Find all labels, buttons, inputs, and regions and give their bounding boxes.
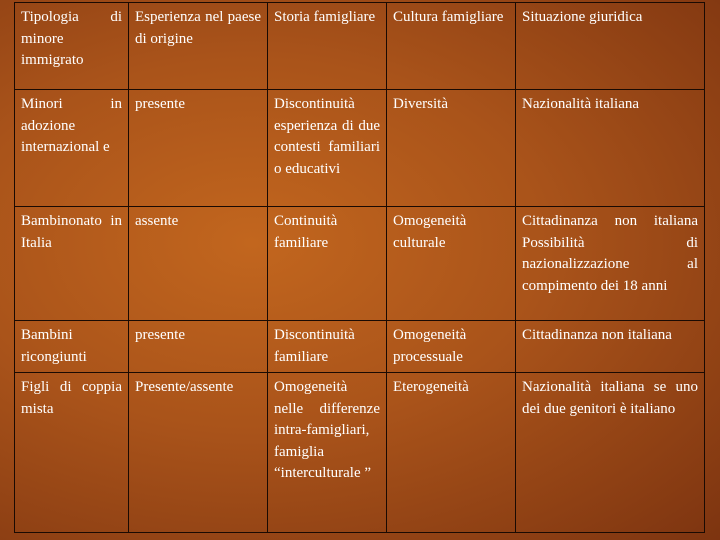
- table-cell: presente: [129, 321, 268, 373]
- table-cell: Figli di coppia mista: [15, 373, 129, 533]
- header-cell-cultura: Cultura famigliare: [387, 3, 516, 90]
- typology-table: [14, 2, 705, 533]
- table-cell: Continuità familiare: [268, 207, 387, 321]
- table-row: [15, 321, 705, 373]
- header-cell-situazione: Situazione giuridica: [516, 3, 705, 90]
- table-cell: Omogeneità culturale: [387, 207, 516, 321]
- table-cell: Omogeneità nelle differenze intra-famigliari, famiglia “interculturale ”: [268, 373, 387, 533]
- header-cell-esperienza: Esperienza nel paese di origine: [129, 3, 268, 90]
- table-row: [15, 90, 705, 207]
- header-row: [15, 3, 705, 90]
- table-cell: Nazionalità italiana: [516, 90, 705, 207]
- table-cell: Minori in adozione internazional e: [15, 90, 129, 207]
- table-cell: Nazionalità italiana se uno dei due genitori è italiano: [516, 373, 705, 533]
- table-cell: Presente/assente: [129, 373, 268, 533]
- table-cell: Discontinuità esperienza di due contesti familiari o educativi: [268, 90, 387, 207]
- header-cell-storia: Storia famigliare: [268, 3, 387, 90]
- table-row: [15, 373, 705, 533]
- table-cell: Discontinuità familiare: [268, 321, 387, 373]
- table-cell: Bambini ricongiunti: [15, 321, 129, 373]
- table-cell: assente: [129, 207, 268, 321]
- table-cell: Eterogeneità: [387, 373, 516, 533]
- table-cell: Cittadinanza non italiana Possibilità di nazionalizzazione al compimento dei 18 anni: [516, 207, 705, 321]
- table-cell: presente: [129, 90, 268, 207]
- table-cell: Bambinonato in Italia: [15, 207, 129, 321]
- table-row: [15, 207, 705, 321]
- table-cell: Diversità: [387, 90, 516, 207]
- table-cell: Omogeneità processuale: [387, 321, 516, 373]
- table-cell: Cittadinanza non italiana: [516, 321, 705, 373]
- header-cell-tipologia: Tipologia di minore immigrato: [15, 3, 129, 90]
